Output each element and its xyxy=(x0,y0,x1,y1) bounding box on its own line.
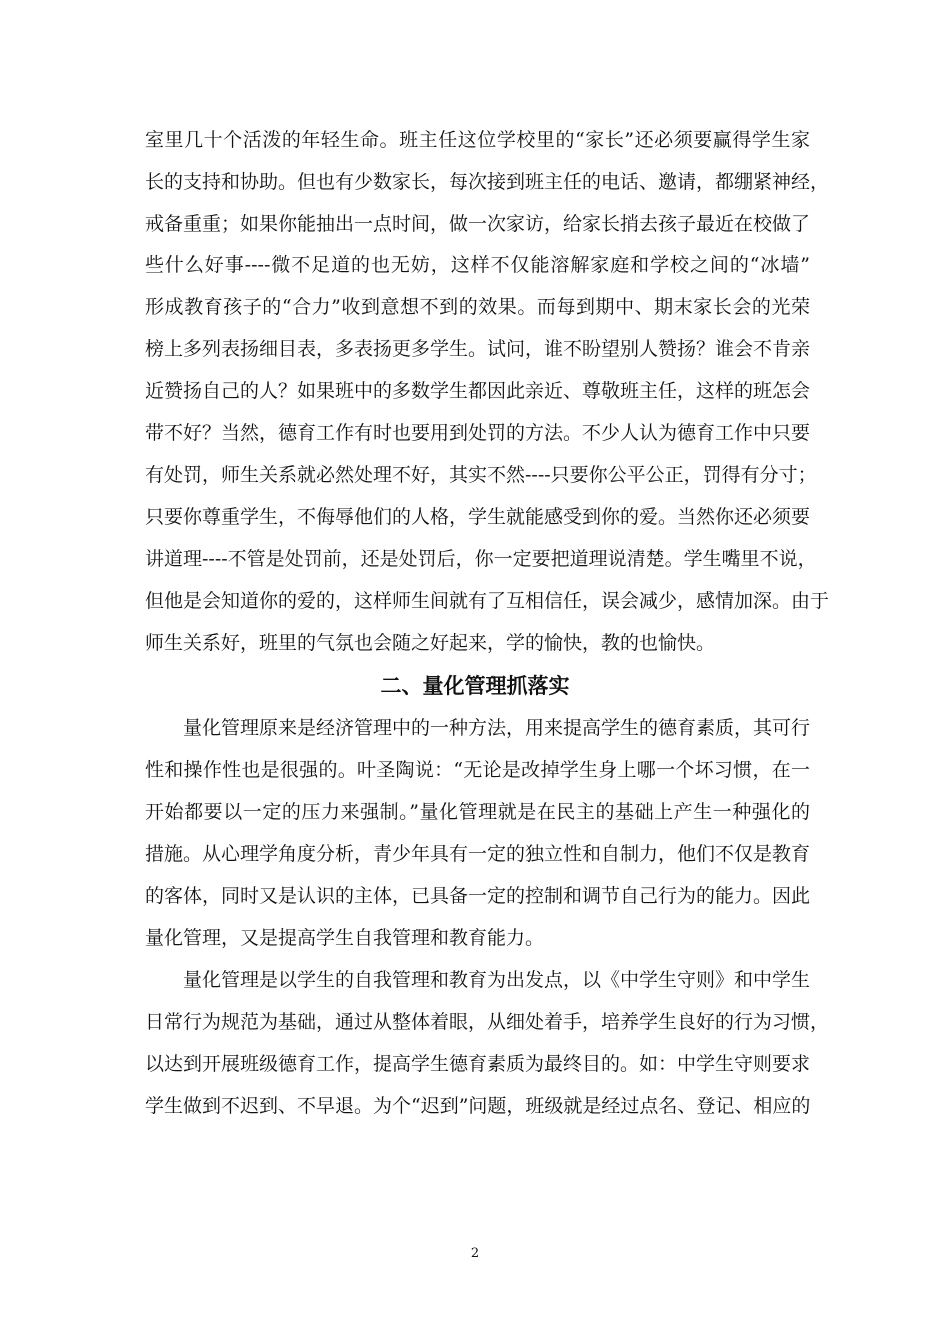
text-line: 措施。从心理学角度分析，青少年具有一定的独立性和自制力，他们不仅是教育 xyxy=(145,843,811,865)
text-line: 量化管理原来是经济管理中的一种方法，用来提高学生的德育素质，其可行 xyxy=(145,717,811,739)
text-line: 的客体，同时又是认识的主体，已具备一定的控制和调节自己行为的能力。因此 xyxy=(145,885,811,907)
text-line: 量化管理，又是提高学生自我管理和教育能力。 xyxy=(145,927,545,949)
text-line: 室里几十个活泼的年轻生命。班主任这位学校里的“家长”还必须要赢得学生家 xyxy=(145,129,810,151)
text-line: 戒备重重；如果你能抽出一点时间，做一次家访，给家长捎去孩子最近在校做了 xyxy=(145,213,811,235)
text-line: 有处罚，师生关系就必然处理不好，其实不然----只要你公平公正，罚得有分寸； xyxy=(145,464,817,486)
text-line: 日常行为规范为基础，通过从整体着眼，从细处着手，培养学生良好的行为习惯， xyxy=(145,1011,830,1033)
text-line: 讲道理----不管是处罚前，还是处罚后，你一定要把道理说清楚。学生嘴里不说， xyxy=(145,548,817,570)
text-line: 开始都要以一定的压力来强制。”量化管理就是在民主的基础上产生一种强化的 xyxy=(145,801,810,823)
page-number: 2 xyxy=(470,1246,480,1261)
text-line: 师生关系好，班里的气氛也会随之好起来，学的愉快，教的也愉快。 xyxy=(145,632,716,654)
section-heading: 二、量化管理抓落实 xyxy=(380,674,570,698)
text-line: 性和操作性也是很强的。叶圣陶说：“无论是改掉学生身上哪一个坏习惯，在一 xyxy=(145,759,810,781)
text-line: 形成教育孩子的“合力”收到意想不到的效果。而每到期中、期末家长会的光荣 xyxy=(145,296,810,318)
text-line: 带不好？当然，德育工作有时也要用到处罚的方法。不少人认为德育工作中只要 xyxy=(145,422,811,444)
text-line: 只要你尊重学生，不侮辱他们的人格，学生就能感受到你的爱。当然你还必须要 xyxy=(145,506,811,528)
text-line: 学生做到不迟到、不早退。为个“迟到”问题，班级就是经过点名、登记、相应的 xyxy=(145,1095,811,1117)
text-line: 但他是会知道你的爱的，这样师生间就有了互相信任，误会减少，感情加深。由于 xyxy=(145,590,830,612)
text-line: 长的支持和协助。但也有少数家长，每次接到班主任的电话、邀请，都绷紧神经， xyxy=(145,171,830,193)
text-line: 以达到开展班级德育工作，提高学生德育素质为最终目的。如：中学生守则要求 xyxy=(145,1053,811,1075)
text-line: 些什么好事----微不足道的也无妨，这样不仅能溶解家庭和学校之间的“冰墙” xyxy=(145,254,810,276)
text-line: 榜上多列表扬细目表，多表扬更多学生。试问，谁不盼望别人赞扬？谁会不肯亲 xyxy=(145,338,811,360)
text-line: 量化管理是以学生的自我管理和教育为出发点，以《中学生守则》和中学生 xyxy=(145,969,811,991)
text-line: 近赞扬自己的人？如果班中的多数学生都因此亲近、尊敬班主任，这样的班怎会 xyxy=(145,380,811,402)
